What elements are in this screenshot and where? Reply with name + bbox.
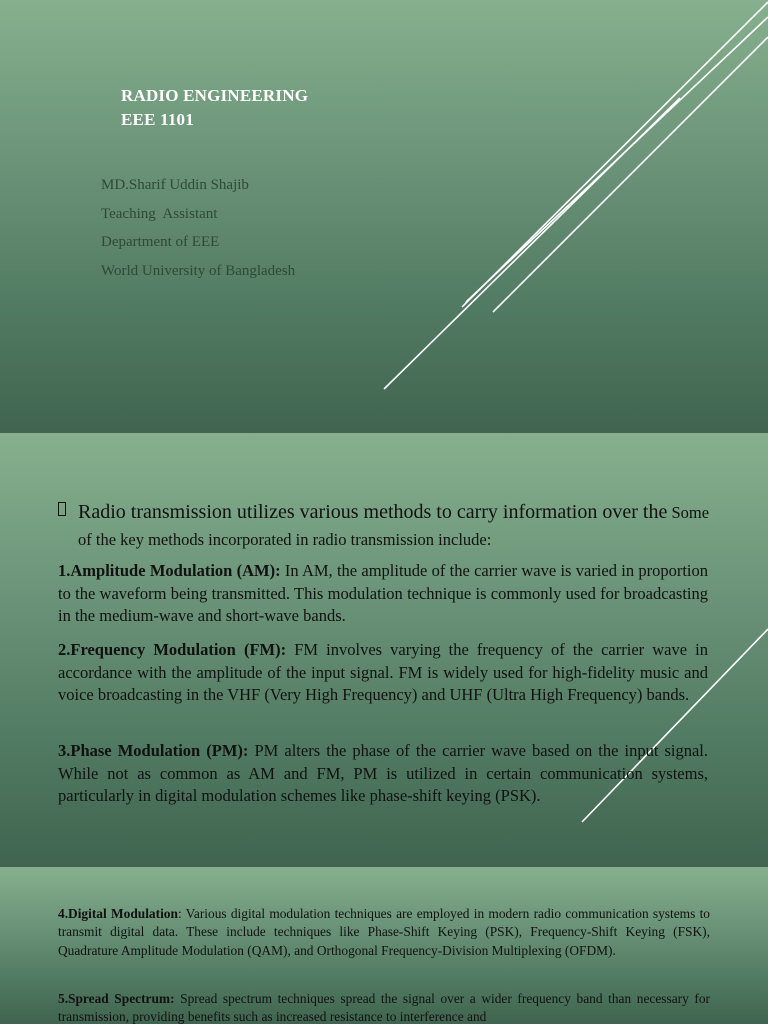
presenter-info bbox=[101, 171, 295, 285]
presenter-name: MD.Sharif Uddin Shajib bbox=[101, 177, 249, 193]
list-item bbox=[58, 639, 708, 707]
item-heading: 1.Amplitude Modulation (AM): bbox=[58, 561, 281, 580]
intro-small-text: Some of the key methods incorporated in radio transmission include: bbox=[78, 503, 710, 549]
slide-title: RADIO ENGINEERING bbox=[121, 86, 309, 105]
item-heading: 3.Phase Modulation (PM): bbox=[58, 741, 249, 760]
list-item bbox=[58, 990, 710, 1027]
presenter-role: Teaching Assistant bbox=[101, 205, 218, 222]
item-heading: 4.Digital Modulation bbox=[58, 906, 178, 921]
bullet-box-icon bbox=[58, 502, 66, 516]
intro-bullet bbox=[58, 499, 714, 553]
item-text: Spread spectrum techniques spread the signal over a wider frequency band than necessary for transmission, providing benefits such as increased resistance to interference and bbox=[58, 991, 710, 1025]
presenter-department: Department of EEE bbox=[101, 234, 220, 250]
presenter-university: World University of Bangladesh bbox=[101, 262, 296, 279]
item-heading: 5.Spread Spectrum: bbox=[58, 991, 175, 1006]
item-text: : Various digital modulation techniques are employed in modern radio communication systems to transmit digital data. These include techniques like Phase-Shift Keying (PSK), Frequency-Shift Keying (FSK), Quadrature Amplitude Modulation (QAM), and Orthogonal Frequency-Division Multiplexing (OFDM). bbox=[58, 906, 710, 958]
list-item bbox=[58, 740, 708, 808]
title-slide bbox=[0, 0, 768, 433]
item-text: In AM, the amplitude of the carrier wave is varied in proportion to the waveform being transmitted. This modulation technique is commonly used for broadcasting in the medium-wave and short-wave bands. bbox=[58, 561, 708, 625]
slide-title-block bbox=[121, 84, 308, 132]
item-heading: 2.Frequency Modulation (FM): bbox=[58, 640, 287, 659]
intro-large-text: Radio transmission utilizes various methods to carry information over the bbox=[78, 501, 668, 523]
item-text: PM alters the phase of the carrier wave based on the input signal. While not as common as AM and FM, PM is utilized in certain communication systems, particularly in digital modulation schemes like phase-shift keying (PSK). bbox=[58, 741, 709, 805]
list-item bbox=[58, 560, 708, 628]
course-code: EEE 1101 bbox=[121, 110, 194, 129]
list-item bbox=[58, 905, 710, 960]
item-text: FM involves varying the frequency of the carrier wave in accordance with the amplitude of the input signal. FM is widely used for high-fidelity music and voice broadcasting in the VHF (Very High Frequency) and UHF (Ultra High Frequency) bands. bbox=[58, 640, 708, 704]
